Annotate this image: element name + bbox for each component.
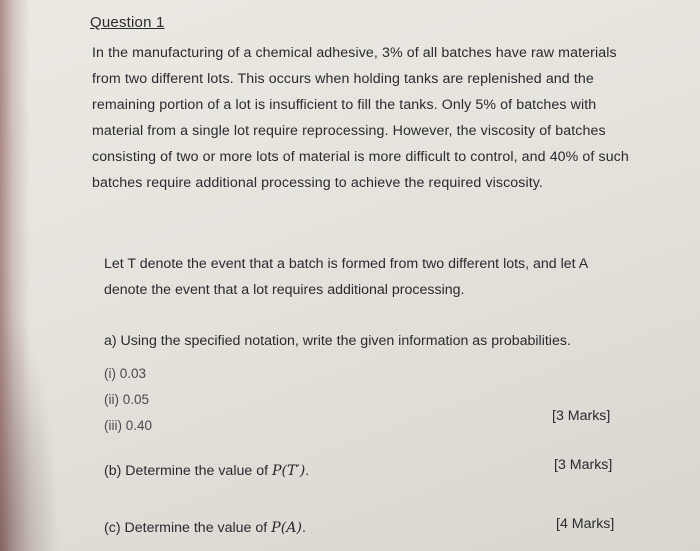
part-c-suffix: . — [302, 520, 306, 536]
part-b-question — [104, 463, 309, 479]
event-definition: Let T denote the event that a batch is formed from two different lots, and let A denote the event that a lot requires additional processing. — [104, 256, 588, 298]
part-b-prefix: (b) Determine the value of — [104, 463, 272, 479]
part-a-text: a) Using the specified notation, write the given information as probabilities. — [104, 333, 571, 349]
part-b-math: P(T′) — [271, 463, 306, 479]
part-a-item-3: (iii) 0.40 — [104, 418, 153, 433]
part-b-suffix: . — [305, 463, 310, 479]
question-paragraph: In the manufacturing of a chemical adhesive, 3% of all batches have raw materials from two different lots. This occurs when holding tanks are replenished and the remaining portion of a lot is insufficient to fill the tanks. Only 5% of batches with material from a single lot require reprocessing. However, the viscosity of batches consisting of two or more lots of material is more difficult to control, and 40% of such batches require additional processing to achieve the required viscosity. — [92, 45, 629, 191]
part-c-question — [104, 520, 306, 536]
part-a-item-1: (i) 0.03 — [104, 366, 147, 381]
part-a-marks: [3 Marks] — [552, 408, 611, 424]
question-title: Question 1 — [90, 14, 165, 31]
part-a-item-2: (ii) 0.05 — [104, 392, 150, 407]
corner-shadow — [0, 300, 60, 551]
part-c-prefix: (c) Determine the value of — [104, 520, 272, 536]
part-c-math: P(A) — [271, 520, 303, 536]
part-b-marks: [3 Marks] — [554, 457, 613, 473]
part-c-marks: [4 Marks] — [556, 516, 615, 532]
